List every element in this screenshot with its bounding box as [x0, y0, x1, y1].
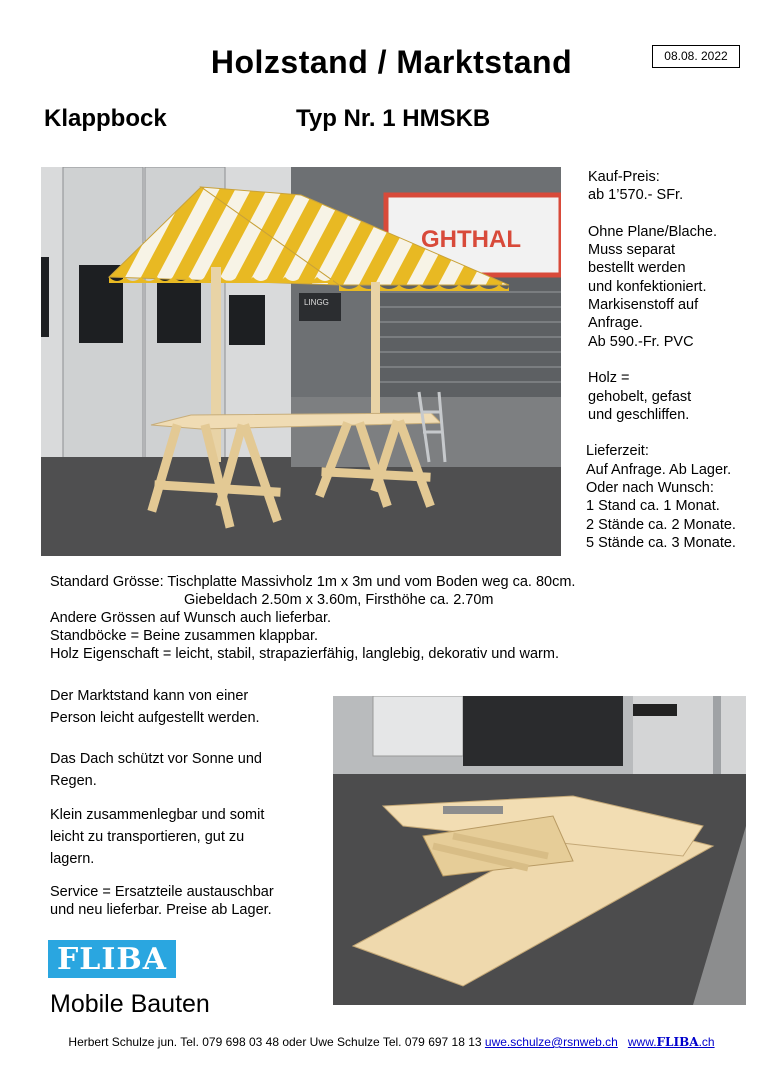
footer [0, 1035, 783, 1049]
email-link[interactable]: uwe.schulze@rsnweb.ch [484, 1035, 618, 1049]
web-prefix: www. [627, 1035, 657, 1049]
para-line: Der Marktstand kann von einer [50, 688, 249, 704]
para-line: leicht zu transportieren, gut zu [50, 829, 245, 845]
sign2-text: LINGG [304, 298, 329, 307]
market-stand-photo [41, 167, 561, 556]
standard-line: Giebeldach 2.50m x 3.60m, Firsthöhe ca. 2.70m [184, 592, 494, 608]
footer-contact: Herbert Schulze jun. Tel. 079 698 03 48 oder Uwe Schulze Tel. 079 697 18 13 [68, 1035, 482, 1049]
side-line: Anfrage. [588, 315, 643, 332]
side-line: Kauf-Preis: [588, 169, 660, 185]
para-line: Regen. [50, 773, 97, 789]
standard-line: Standard Grösse: Tischplatte Massivholz 1m x 3m und vom Boden weg ca. 80cm. [50, 574, 576, 590]
paragraph-transport [50, 804, 264, 870]
standard-line: Andere Grössen auf Wunsch auch lieferbar. [50, 610, 332, 626]
side-line: gehobelt, gefast [588, 388, 692, 405]
para-line: Das Dach schützt vor Sonne und [50, 751, 262, 767]
para-line: Service = Ersatzteile austauschbar [50, 884, 274, 900]
website-link[interactable] [628, 1035, 715, 1049]
paragraph-setup [50, 685, 260, 729]
side-line: Holz = [588, 370, 630, 387]
side-line: und konfektioniert. [588, 278, 707, 295]
side-line: 2 Stände ca. 2 Monate. [586, 516, 736, 533]
side-line: Oder nach Wunsch: [586, 480, 714, 497]
brand-tagline: Mobile Bauten [50, 990, 210, 1018]
side-line: 1 Stand ca. 1 Monat. [586, 498, 720, 515]
subtitle-left: Klappbock [44, 105, 167, 132]
side-info [588, 168, 736, 552]
folded-stand-illustration [333, 696, 746, 1005]
standard-line: Holz Eigenschaft = leicht, stabil, strapazierfähig, langlebig, dekorativ und warm. [50, 646, 559, 662]
side-line: Ab 590.-Fr. PVC [588, 333, 694, 350]
side-line: und geschliffen. [588, 406, 690, 423]
side-line: Auf Anfrage. Ab Lager. [586, 461, 732, 478]
side-line: bestellt werden [588, 260, 686, 277]
folded-stand-photo [333, 696, 746, 1005]
date-box: 08.08. 2022 [652, 45, 740, 68]
side-line: Markisenstoff auf [588, 297, 699, 314]
market-stand-illustration [41, 167, 561, 556]
sign-text: GHTHAL [421, 226, 521, 253]
standard-line: Standböcke = Beine zusammen klappbar. [50, 628, 319, 644]
web-suffix: .ch [698, 1035, 715, 1049]
fliba-logo: FLIBA [48, 940, 176, 978]
side-line: 5 Stände ca. 3 Monate. [586, 534, 736, 551]
para-line: und neu lieferbar. Preise ab Lager. [50, 902, 272, 918]
para-line: Klein zusammenlegbar und somit [50, 807, 265, 823]
standard-info [50, 573, 575, 663]
page-title: Holzstand / Marktstand [210, 44, 573, 80]
side-line: Ohne Plane/Blache. [588, 223, 717, 240]
para-line: lagern. [50, 851, 95, 867]
web-brand: FLIBA [656, 1035, 699, 1049]
subtitle-right: Typ Nr. 1 HMSKB [296, 105, 491, 132]
side-line: Muss separat [588, 242, 676, 259]
side-line: Lieferzeit: [586, 443, 649, 460]
para-line: Person leicht aufgestellt werden. [50, 710, 260, 726]
paragraph-service [50, 883, 274, 919]
paragraph-roof [50, 748, 262, 792]
side-line: ab 1’570.- SFr. [588, 187, 684, 204]
